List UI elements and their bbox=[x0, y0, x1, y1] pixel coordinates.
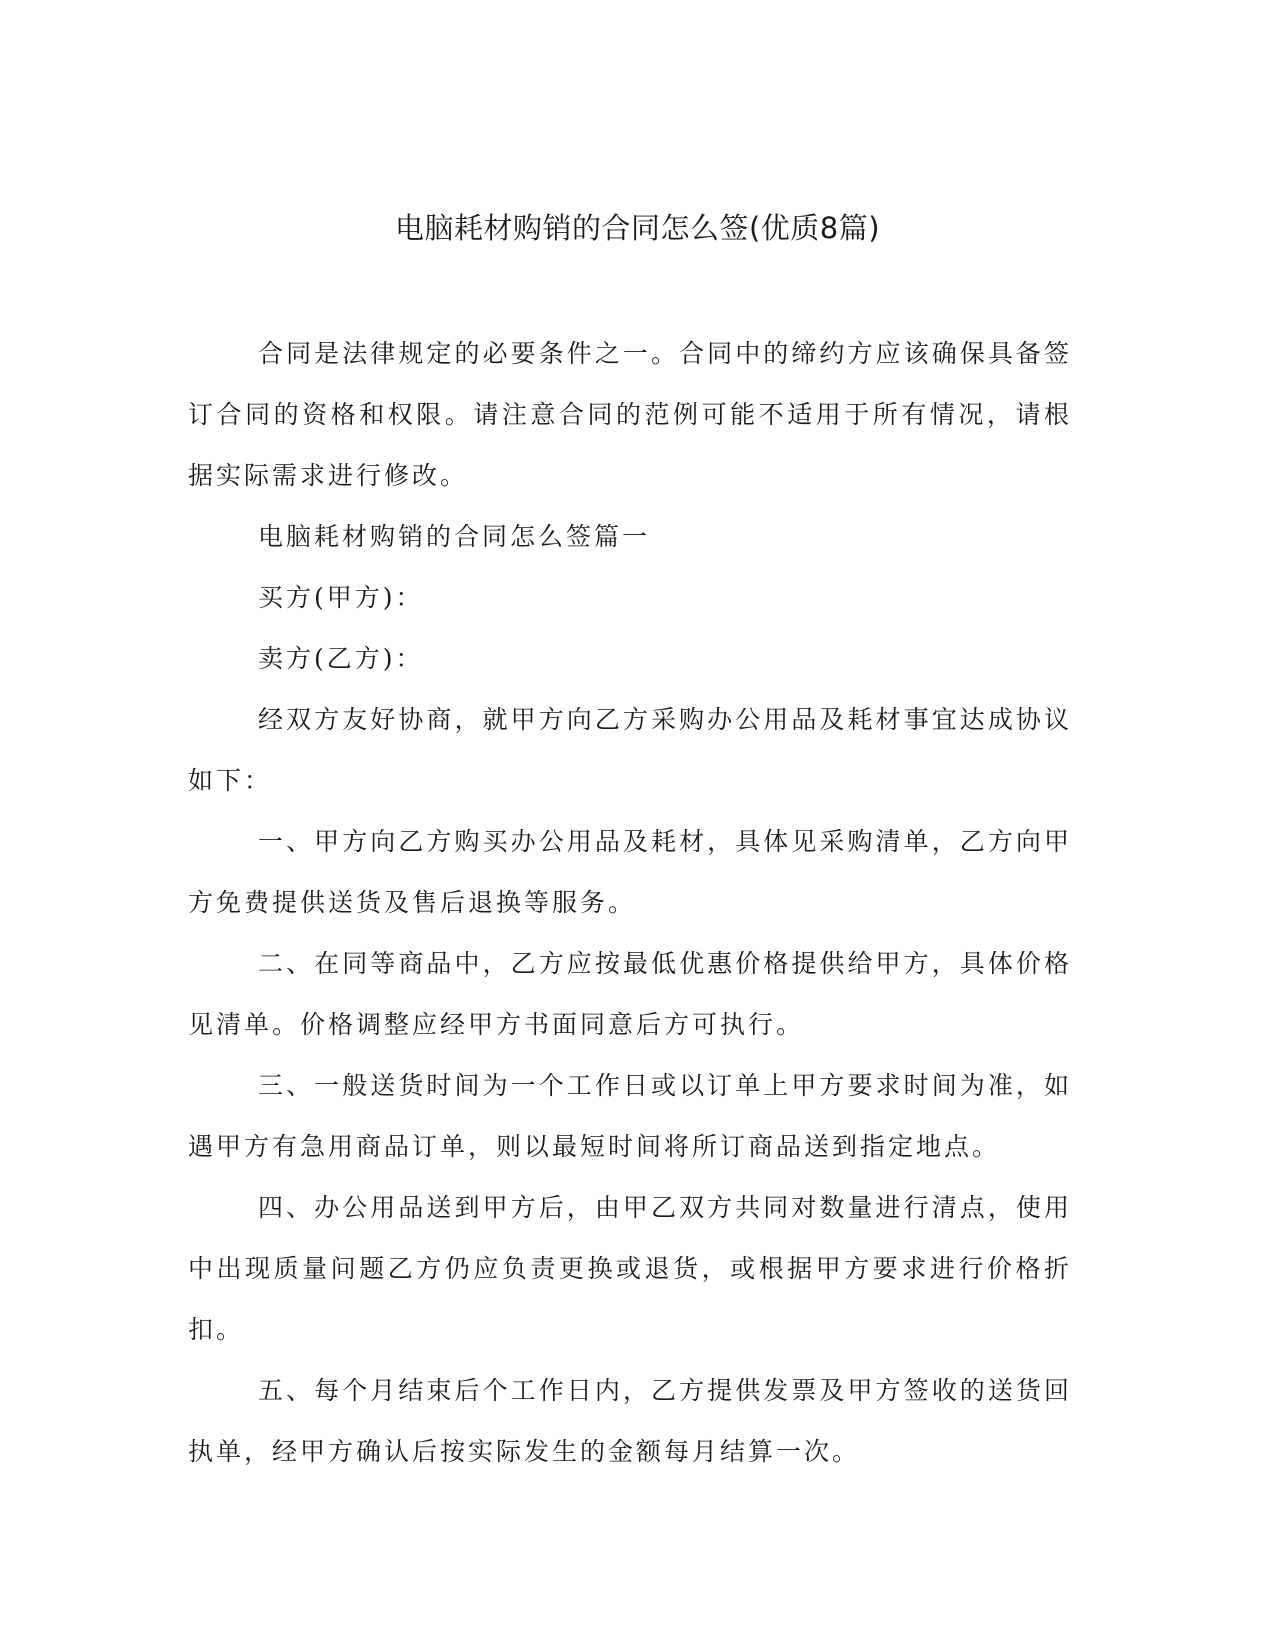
intro-paragraph: 合同是法律规定的必要条件之一。合同中的缔约方应该确保具备签订合同的资格和权限。请注意合同的范例可能不适用于所有情况，请根据实际需求进行修改。 bbox=[188, 339, 1072, 490]
seller-line: 卖方(乙方)： bbox=[258, 644, 424, 673]
clause-1: 一、甲方向乙方购买办公用品及耗材，具体见采购清单，乙方向甲方免费提供送货及售后退换等服务。 bbox=[188, 827, 1072, 917]
clause-2: 二、在同等商品中，乙方应按最低优惠价格提供给甲方，具体价格见清单。价格调整应经甲方书面同意后方可执行。 bbox=[188, 949, 1072, 1039]
clause-3: 三、一般送货时间为一个工作日或以订单上甲方要求时间为准，如遇甲方有急用商品订单，则以最短时间将所订商品送到指定地点。 bbox=[188, 1071, 1072, 1161]
document-title: 电脑耗材购销的合同怎么签(优质8篇) bbox=[394, 211, 881, 245]
buyer-line: 买方(甲方)： bbox=[258, 583, 424, 612]
document-body bbox=[188, 323, 1072, 1482]
clause-4: 四、办公用品送到甲方后，由甲乙双方共同对数量进行清点，使用中出现质量问题乙方仍应负责更换或退货，或根据甲方要求进行价格折扣。 bbox=[188, 1193, 1072, 1344]
section-heading: 电脑耗材购销的合同怎么签篇一 bbox=[258, 522, 651, 551]
agreement-paragraph: 经双方友好协商，就甲方向乙方采购办公用品及耗材事宜达成协议如下： bbox=[188, 705, 1072, 795]
clause-5: 五、每个月结束后个工作日内，乙方提供发票及甲方签收的送货回执单，经甲方确认后按实际发生的金额每月结算一次。 bbox=[188, 1376, 1072, 1466]
